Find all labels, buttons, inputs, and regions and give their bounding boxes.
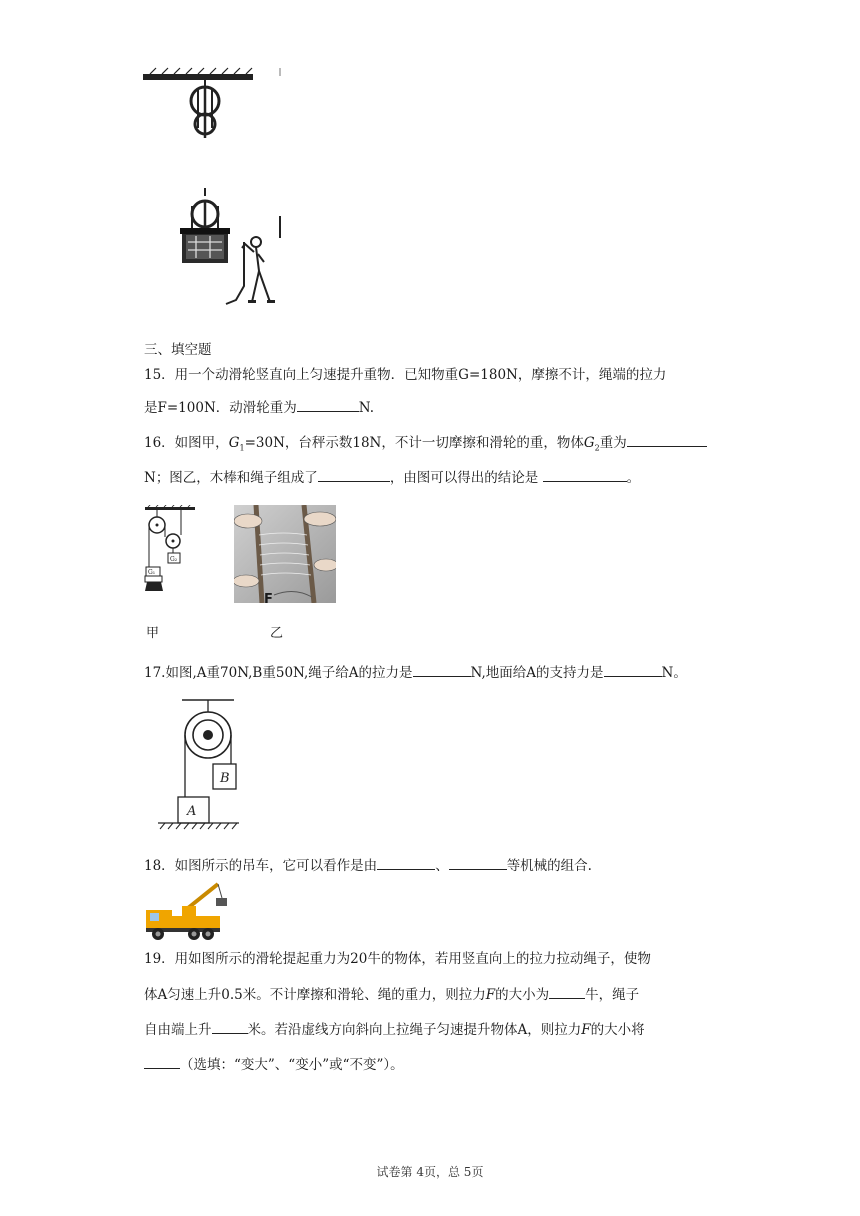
q19-force-f-1: F — [485, 987, 496, 1003]
q19-blank-3[interactable] — [144, 1054, 180, 1069]
q16-figure-a — [143, 505, 198, 597]
q17-blank-1[interactable] — [413, 662, 471, 677]
q19-text-4: 自由端上升 — [144, 1022, 212, 1038]
q18-text-2: 、 — [435, 858, 449, 874]
q18-line — [144, 855, 592, 876]
q16-text-2: =30N，台秤示数18N，不计一切摩擦和滑轮的重，物体 — [244, 435, 584, 451]
q18-text-3: 等机械的组合. — [506, 858, 592, 874]
q15-blank[interactable] — [297, 397, 359, 412]
q17-figure — [154, 696, 246, 830]
q15-text-b: N. — [358, 400, 375, 416]
q16-text-1: 16．如图甲， — [144, 435, 229, 451]
pulley-worker-figure — [140, 66, 290, 311]
q15-text-a: 是F=100N．动滑轮重为 — [144, 400, 297, 416]
q17-text-3: N。 — [661, 665, 687, 681]
q16-text-5: ，由图可以得出的结论是 — [389, 470, 539, 486]
q17-label-b: B — [220, 771, 230, 786]
section-title: 三、填空题 — [144, 342, 212, 358]
q19-text-6: 的大小将 — [590, 1022, 645, 1038]
q16-line1 — [144, 432, 707, 459]
q17-text-1: 17.如图,A重70N,B重50N,绳子给A的拉力是 — [144, 665, 413, 681]
q19-text-3: 牛，绳子 — [585, 987, 640, 1003]
q16-g1-label: G₁ — [148, 569, 156, 576]
q19-text-2: 的大小为 — [495, 987, 550, 1003]
q16-line2 — [144, 467, 640, 488]
q18-blank-1[interactable] — [377, 855, 435, 870]
q17-line — [144, 662, 687, 683]
q19-text-1: 体A匀速上升0.5米。不计摩擦和滑轮、绳的重力，则拉力 — [144, 987, 486, 1003]
q16-g1-symbol: G — [228, 435, 240, 451]
q16-g1-subscript: 1 — [239, 443, 245, 453]
q15-line2 — [144, 397, 374, 418]
q19-blank-1[interactable] — [549, 984, 585, 999]
q19-line2 — [144, 984, 639, 1005]
q19-text-7: （选填：“变大”、“变小”或“不变”）。 — [180, 1057, 404, 1073]
q16-g2-symbol: G — [583, 435, 595, 451]
q19-text-5: 米。若沿虚线方向斜向上拉绳子匀速提升物体A，则拉力 — [247, 1022, 582, 1038]
q15-line1: 15．用一个动滑轮竖直向上匀速提升重物．已知物重G=180N，摩擦不计，绳端的拉力 — [144, 367, 667, 383]
q17-label-a: A — [187, 804, 197, 819]
q18-text-1: 18．如图所示的吊车，它可以看作是由 — [144, 858, 378, 874]
page-footer: 试卷第 4页，总 5页 — [376, 1165, 484, 1179]
q16-force-label: F — [264, 592, 273, 607]
q16-figure-b — [234, 505, 336, 603]
q16-g2-label: G₂ — [170, 556, 178, 563]
q19-blank-2[interactable] — [212, 1019, 248, 1034]
q18-blank-2[interactable] — [449, 855, 507, 870]
q16-text-6: 。 — [626, 470, 641, 486]
q19-line1: 19．用如图所示的滑轮提起重力为20牛的物体，若用竖直向上的拉力拉动绳子，使物 — [144, 951, 651, 967]
q16-blank-1[interactable] — [627, 432, 707, 447]
q16-caption-a: 甲 — [146, 626, 160, 641]
q16-blank-2[interactable] — [318, 467, 390, 482]
q18-crane-figure — [144, 880, 238, 942]
q19-force-f-2: F — [581, 1022, 591, 1038]
q16-g2-subscript: 2 — [594, 443, 600, 453]
q19-line3 — [144, 1019, 645, 1040]
q17-blank-2[interactable] — [604, 662, 662, 677]
q16-caption-b: 乙 — [270, 626, 284, 641]
q16-text-3: 重为 — [599, 435, 627, 451]
q19-line4 — [144, 1054, 404, 1075]
q17-text-2: N,地面给A的支持力是 — [470, 665, 604, 681]
q16-blank-3[interactable] — [543, 467, 627, 482]
q16-text-4: N；图乙，木棒和绳子组成了 — [144, 470, 318, 486]
